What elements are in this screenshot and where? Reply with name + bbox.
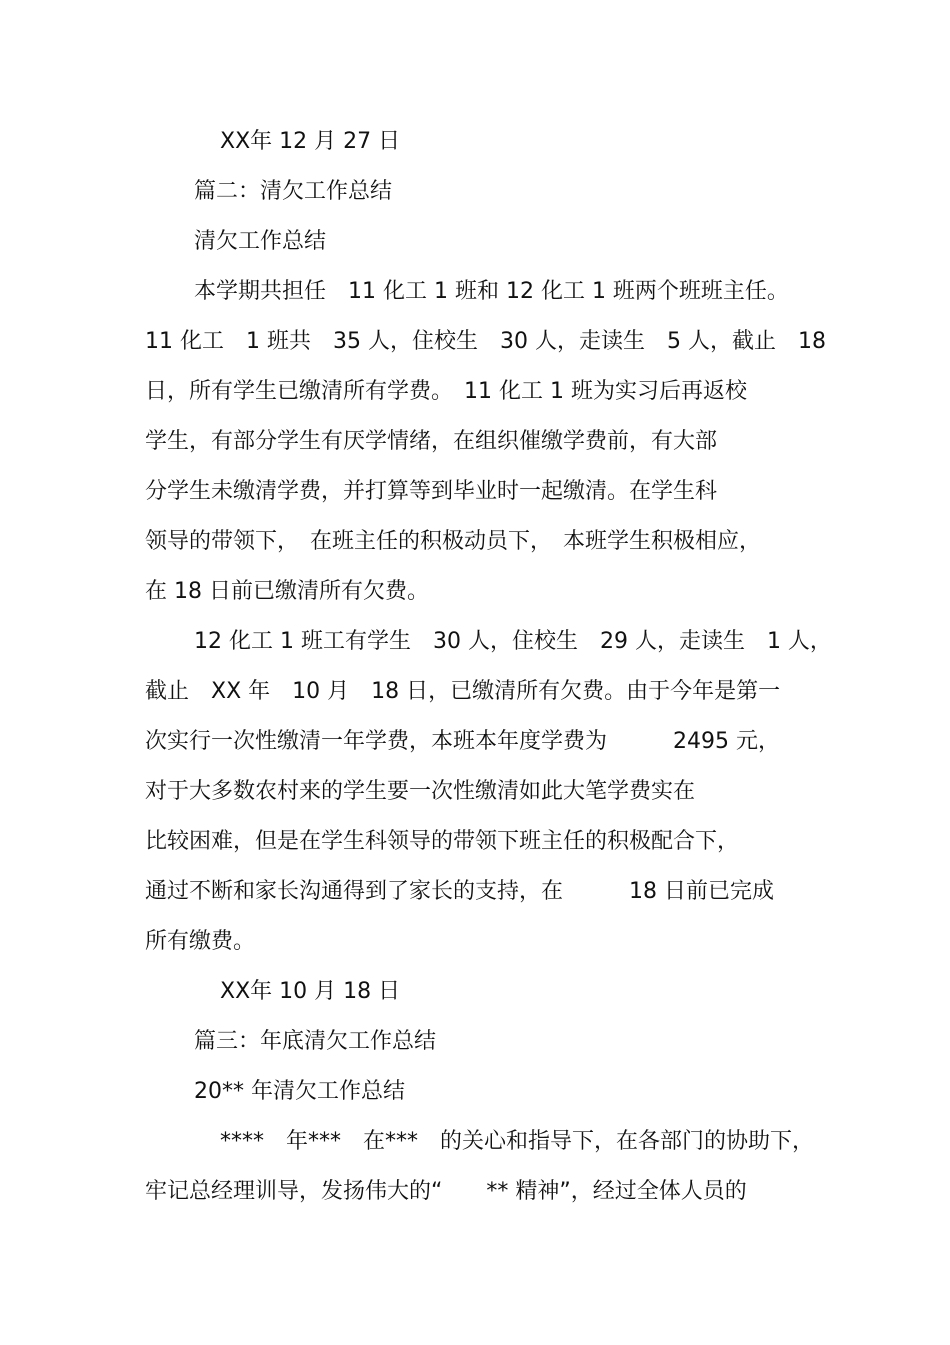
body-text-line: 本学期共担任 11 化工 1 班和 12 化工 1 班两个班班主任。 — [194, 279, 789, 304]
body-text-line: 领导的带领下， 在班主任的积极动员下， 本班学生积极相应， — [145, 529, 762, 554]
date-line-2: XX年 10 月 18 日 — [220, 979, 401, 1004]
body-text-line: 比较困难，但是在学生科领导的带领下班主任的积极配合下， — [145, 829, 740, 854]
section-title-2: 清欠工作总结 — [194, 229, 327, 254]
section-title-3: 20** 年清欠工作总结 — [194, 1079, 405, 1104]
body-text-line: 次实行一次性缴清一年学费，本班本年度学费为 2495 元， — [145, 729, 780, 754]
body-text-line: 牢记总经理训导，发扬伟大的“ ** 精神”，经过全体人员的 — [145, 1179, 747, 1204]
date-line-1: XX年 12 月 27 日 — [220, 129, 401, 154]
section-heading-3: 篇三：年底清欠工作总结 — [194, 1029, 437, 1054]
body-text-line: 11 化工 1 班共 35 人，住校生 30 人，走读生 5 人，截止 18 — [145, 329, 826, 354]
body-text-line: 对于大多数农村来的学生要一次性缴清如此大笔学费实在 — [145, 779, 696, 804]
body-text-line: 12 化工 1 班工有学生 30 人，住校生 29 人，走读生 1 人， — [194, 629, 832, 654]
body-text-line: 分学生未缴清学费，并打算等到毕业时一起缴清。在学生科 — [145, 479, 718, 504]
body-text-line: 在 18 日前已缴清所有欠费。 — [145, 579, 429, 604]
section-heading-2: 篇二：清欠工作总结 — [194, 179, 393, 204]
body-text-line: 所有缴费。 — [145, 929, 256, 954]
body-text-line: **** 年*** 在*** 的关心和指导下，在各部门的协助下， — [220, 1129, 815, 1154]
body-text-line: 日，所有学生已缴清所有学费。 11 化工 1 班为实习后再返校 — [145, 379, 747, 404]
body-text-line: 截止 XX 年 10 月 18 日，已缴清所有欠费。由于今年是第一 — [145, 679, 781, 704]
body-text-line: 学生，有部分学生有厌学情绪，在组织催缴学费前，有大部 — [145, 429, 718, 454]
body-text-line: 通过不断和家长沟通得到了家长的支持，在 18 日前已完成 — [145, 879, 774, 904]
